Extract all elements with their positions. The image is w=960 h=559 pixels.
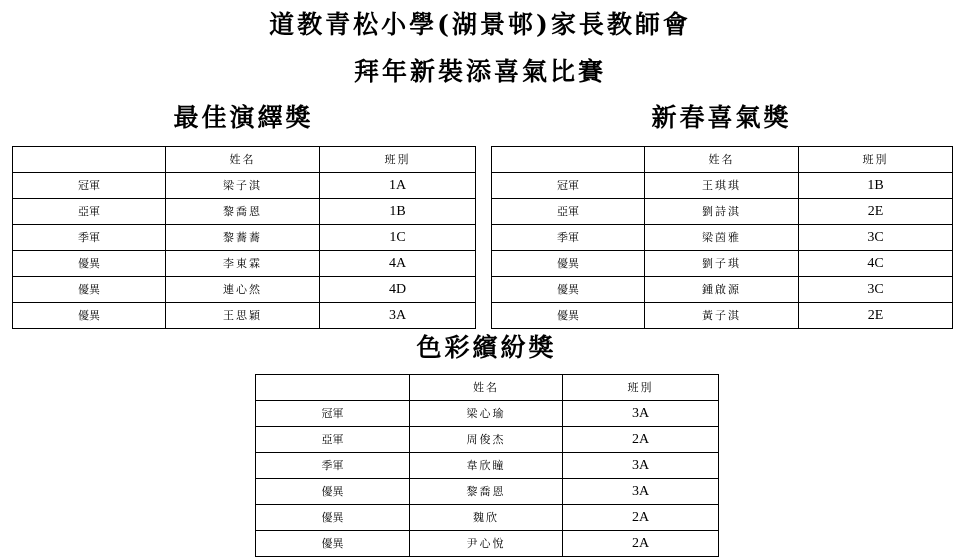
- table-row: [256, 505, 719, 531]
- name-cell: 王琪琪: [645, 173, 799, 199]
- table-row: [13, 225, 476, 251]
- rank-cell: 季軍: [492, 225, 645, 251]
- rank-cell: 冠軍: [13, 173, 166, 199]
- table-header-row: [256, 375, 719, 401]
- rank-cell: 亞軍: [256, 427, 410, 453]
- class-cell: 3A: [563, 479, 719, 505]
- table-row: [492, 251, 953, 277]
- rank-column-header: [13, 147, 166, 173]
- name-cell: 劉詩淇: [645, 199, 799, 225]
- rank-cell: 優異: [256, 531, 410, 557]
- name-cell: 梁茵雅: [645, 225, 799, 251]
- class-cell: 4C: [799, 251, 953, 277]
- rank-cell: 冠軍: [492, 173, 645, 199]
- rank-cell: 優異: [13, 277, 166, 303]
- rank-cell: 優異: [256, 479, 410, 505]
- class-column-header: 班別: [799, 147, 953, 173]
- class-cell: 2E: [799, 199, 953, 225]
- class-cell: 1B: [799, 173, 953, 199]
- name-cell: 王思穎: [166, 303, 320, 329]
- table-row: [492, 173, 953, 199]
- class-column-header: 班別: [563, 375, 719, 401]
- name-cell: 黎蕎蕎: [166, 225, 320, 251]
- name-cell: 尹心悅: [410, 531, 563, 557]
- rank-cell: 優異: [13, 303, 166, 329]
- class-column-header: 班別: [320, 147, 476, 173]
- name-cell: 李東霖: [166, 251, 320, 277]
- award-heading-colorful: 色彩繽紛獎: [416, 333, 557, 362]
- school-title: 道教青松小學(湖景邨)家長教師會: [269, 10, 691, 39]
- table-row: [13, 251, 476, 277]
- name-cell: 梁子淇: [166, 173, 320, 199]
- class-cell: 3C: [799, 277, 953, 303]
- class-cell: 2A: [563, 505, 719, 531]
- table-row: [256, 453, 719, 479]
- name-cell: 鍾啟源: [645, 277, 799, 303]
- table-header-row: [13, 147, 476, 173]
- award-table-new-year-joy: [491, 146, 953, 329]
- class-cell: 2A: [563, 427, 719, 453]
- rank-cell: 優異: [256, 505, 410, 531]
- table-row: [256, 531, 719, 557]
- name-cell: 連心然: [166, 277, 320, 303]
- name-column-header: 姓名: [166, 147, 320, 173]
- class-cell: 4D: [320, 277, 476, 303]
- table-row: [13, 277, 476, 303]
- table-row: [492, 199, 953, 225]
- class-cell: 1A: [320, 173, 476, 199]
- name-cell: 魏欣: [410, 505, 563, 531]
- award-table-colorful: [255, 374, 719, 557]
- name-column-header: 姓名: [410, 375, 563, 401]
- rank-cell: 季軍: [256, 453, 410, 479]
- rank-column-header: [256, 375, 410, 401]
- name-cell: 黎喬恩: [410, 479, 563, 505]
- class-cell: 2A: [563, 531, 719, 557]
- table-header-row: [492, 147, 953, 173]
- rank-cell: 優異: [13, 251, 166, 277]
- award-table-best-performance: [12, 146, 476, 329]
- table-row: [256, 479, 719, 505]
- rank-cell: 優異: [492, 303, 645, 329]
- table-row: [13, 173, 476, 199]
- award-heading-best-performance: 最佳演繹獎: [173, 103, 314, 132]
- rank-column-header: [492, 147, 645, 173]
- table-row: [492, 303, 953, 329]
- rank-cell: 冠軍: [256, 401, 410, 427]
- rank-cell: 優異: [492, 251, 645, 277]
- name-cell: 劉子琪: [645, 251, 799, 277]
- table-row: [492, 277, 953, 303]
- name-cell: 韋欣瞳: [410, 453, 563, 479]
- rank-cell: 亞軍: [492, 199, 645, 225]
- table-row: [13, 303, 476, 329]
- class-cell: 3A: [563, 401, 719, 427]
- competition-title: 拜年新裝添喜氣比賽: [353, 57, 606, 86]
- class-cell: 4A: [320, 251, 476, 277]
- table-row: [256, 401, 719, 427]
- rank-cell: 季軍: [13, 225, 166, 251]
- name-cell: 黃子淇: [645, 303, 799, 329]
- rank-cell: 優異: [492, 277, 645, 303]
- class-cell: 1C: [320, 225, 476, 251]
- name-cell: 梁心瑜: [410, 401, 563, 427]
- class-cell: 3A: [563, 453, 719, 479]
- name-cell: 周俊杰: [410, 427, 563, 453]
- award-heading-new-year-joy: 新春喜氣獎: [651, 103, 792, 132]
- name-cell: 黎喬恩: [166, 199, 320, 225]
- class-cell: 3C: [799, 225, 953, 251]
- table-row: [492, 225, 953, 251]
- table-row: [13, 199, 476, 225]
- class-cell: 2E: [799, 303, 953, 329]
- rank-cell: 亞軍: [13, 199, 166, 225]
- class-cell: 3A: [320, 303, 476, 329]
- class-cell: 1B: [320, 199, 476, 225]
- name-column-header: 姓名: [645, 147, 799, 173]
- table-row: [256, 427, 719, 453]
